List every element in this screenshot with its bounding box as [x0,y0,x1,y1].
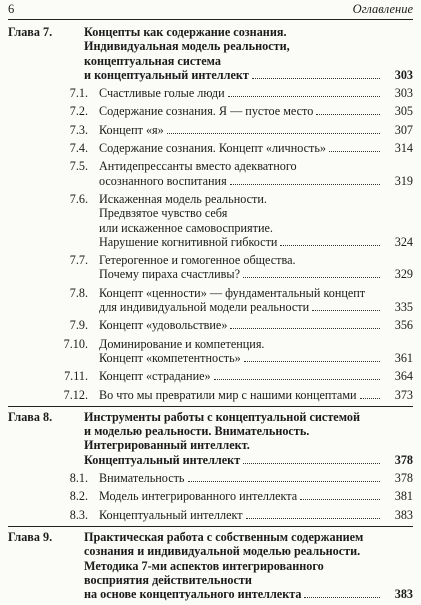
section-title [99,86,413,100]
entry-text-line: Нарушение когнитивной гибкости [99,234,278,249]
table-of-contents [8,25,413,605]
dot-leader [252,78,380,79]
section-number: 7.12. [63,387,88,402]
entry-text-line: Концептуальный интеллект [99,507,243,522]
chapter-title [84,25,413,82]
section-title [99,192,413,249]
page-ref: 335 [394,300,413,315]
section-title [99,104,413,118]
section-number: 7.2. [69,104,88,119]
chapter-entry[interactable] [8,25,413,82]
entry-text-line: Концепт «ценности» — фундаментальный концепт [99,285,366,300]
dot-leader [360,398,380,399]
section-title [99,489,413,503]
dot-leader [246,518,380,519]
entry-text-line: Во что мы превратили мир с нашими концептами [99,387,357,402]
section-entry[interactable] [8,508,413,522]
entry-text-line: для индивидуальной модели реальности [99,300,310,315]
dot-leader [243,463,380,464]
entry-last-line [99,508,383,522]
section-entry[interactable] [8,388,413,402]
entry-last-line [99,351,383,365]
dot-leader [188,481,381,482]
entry-text-line: Концепт «компетентность» [99,350,241,365]
section-entry[interactable] [8,123,413,137]
entry-text-line: Гетерогенное и гомогенное общества. [99,253,296,268]
dot-leader [230,184,380,185]
entry-text-line: Концепт «страдание» [99,369,211,384]
page-ref: 378 [394,471,413,486]
chapter-label: Глава 8. [8,409,53,424]
section-entry[interactable] [8,192,413,249]
section-title [99,369,413,383]
section-entry[interactable] [8,286,413,315]
entry-last-line [99,318,383,332]
page-ref: 324 [394,234,413,249]
entry-text-line: на основе концептуального интеллекта [84,587,302,602]
dot-leader [316,114,380,115]
entry-text-line: Концепт «удовольствие» [99,318,228,333]
section-number: 7.7. [69,253,88,268]
section-entry[interactable] [8,337,413,366]
entry-last-line [99,174,383,188]
chapter-separator [8,526,413,527]
section-entry[interactable] [8,253,413,282]
running-header [8,2,413,18]
section-title [99,286,413,315]
dot-leader [167,133,380,134]
page-ref: 383 [394,507,413,522]
page-ref: 305 [394,104,413,119]
page-ref: 319 [394,173,413,188]
section-entry[interactable] [8,141,413,155]
entry-last-line [99,369,383,383]
entry-text-line: Почему пираха счастливы? [99,267,241,282]
section-entry[interactable] [8,471,413,485]
section-title [99,471,413,485]
entry-text-line: сознания и индивидуальной моделью реальности. [84,544,361,559]
section-title [99,318,413,332]
entry-text-line: Содержание сознания. Я — пустое место [99,104,314,119]
dot-leader [230,328,380,329]
section-title [99,508,413,522]
entry-last-line [99,388,383,402]
header-rule [8,19,413,20]
page-ref: 361 [394,350,413,365]
dot-leader [243,277,380,278]
entry-text-line: восприятия действительности [84,572,252,587]
section-entry[interactable] [8,369,413,383]
entry-text-line: Концептуальный интеллект [84,452,241,467]
section-number: 7.6. [69,191,88,206]
chapter-label: Глава 9. [8,529,53,544]
section-entry[interactable] [8,318,413,332]
running-title: Оглавление [352,2,413,16]
entry-last-line [99,300,383,314]
entry-text-line: Концепт «я» [99,122,164,137]
entry-text-line: Модель интегрированного интеллекта [99,489,298,504]
section-title [99,123,413,137]
section-number: 7.5. [69,159,88,174]
section-number: 7.10. [63,336,88,351]
entry-last-line [99,86,383,100]
section-number: 8.1. [69,471,88,486]
section-title [99,388,413,402]
entry-text-line: Внимательность [99,471,185,486]
entry-text-line: Интегрированный интеллект. [84,438,250,453]
entry-last-line [99,235,383,249]
entry-text-line: концептуальная система [84,53,221,68]
section-number: 7.11. [64,369,88,384]
entry-text-line: Доминирование и компетенция. [99,336,265,351]
entry-last-line [99,104,383,118]
dot-leader [300,499,380,500]
entry-text-line: Искаженная модель реальности. [99,191,267,206]
section-entry[interactable] [8,489,413,503]
section-number: 8.3. [69,507,88,522]
dot-leader [244,361,380,362]
entry-last-line [99,489,383,503]
section-title [99,337,413,366]
dot-leader [312,310,380,311]
chapter-label: Глава 7. [8,25,53,39]
section-title [99,159,413,188]
page-ref: 329 [394,267,413,282]
section-title [99,141,413,155]
page-ref: 303 [394,67,413,82]
entry-text-line: Инструменты работы с концептуальной системой [84,409,360,424]
section-entry[interactable] [8,104,413,118]
page-ref: 303 [394,86,413,101]
entry-text-line: Счастливые голые люди [99,86,225,101]
entry-last-line [99,471,383,485]
section-number: 7.1. [69,86,88,101]
entry-last-line [99,141,383,155]
section-number: 8.2. [69,489,88,504]
entry-text-line: Методика 7-ми аспектов интегрированного [84,558,324,573]
chapter-title [84,530,413,601]
dot-leader [228,96,380,97]
section-title [99,253,413,282]
entry-text-line: Концепты как содержание сознания. [84,25,287,39]
entry-last-line [99,123,383,137]
entry-text-line: Индивидуальная модель реальности, [84,39,290,54]
entry-last-line [84,453,383,467]
page-ref: 378 [394,452,413,467]
dot-leader [329,151,380,152]
entry-text-line: Практическая работа с собственным содержанием [84,529,364,544]
chapter-entry[interactable] [8,410,413,467]
section-number: 7.3. [69,122,88,137]
section-number: 7.4. [69,141,88,156]
entry-text-line: или искаженное самовосприятие. [99,220,273,235]
entry-last-line [84,68,383,82]
page-ref: 383 [394,587,413,602]
entry-text-line: Предвзятое чувство себя [99,206,228,221]
page-ref: 364 [394,369,413,384]
page-ref: 356 [394,318,413,333]
section-entry[interactable] [8,159,413,188]
entry-text-line: и моделью реальности. Внимательность. [84,424,310,439]
entry-text-line: Антидепрессанты вместо адекватного [99,159,297,174]
entry-last-line [84,587,383,601]
dot-leader [280,245,380,246]
section-number: 7.8. [69,285,88,300]
dot-leader [304,597,380,598]
page-ref: 373 [394,387,413,402]
chapter-entry[interactable] [8,530,413,601]
page-number: 6 [8,2,15,16]
page-ref: 314 [394,141,413,156]
page-ref: 381 [394,489,413,504]
dot-leader [214,379,380,380]
entry-text-line: Содержание сознания. Концепт «личность» [99,141,326,156]
entry-last-line [99,267,383,281]
section-entry[interactable] [8,86,413,100]
entry-text-line: осознанного воспитания [99,173,227,188]
section-number: 7.9. [69,318,88,333]
chapter-separator [8,406,413,407]
chapter-title [84,410,413,467]
entry-text-line: и концептуальный интеллект [84,67,249,82]
page-ref: 307 [394,122,413,137]
